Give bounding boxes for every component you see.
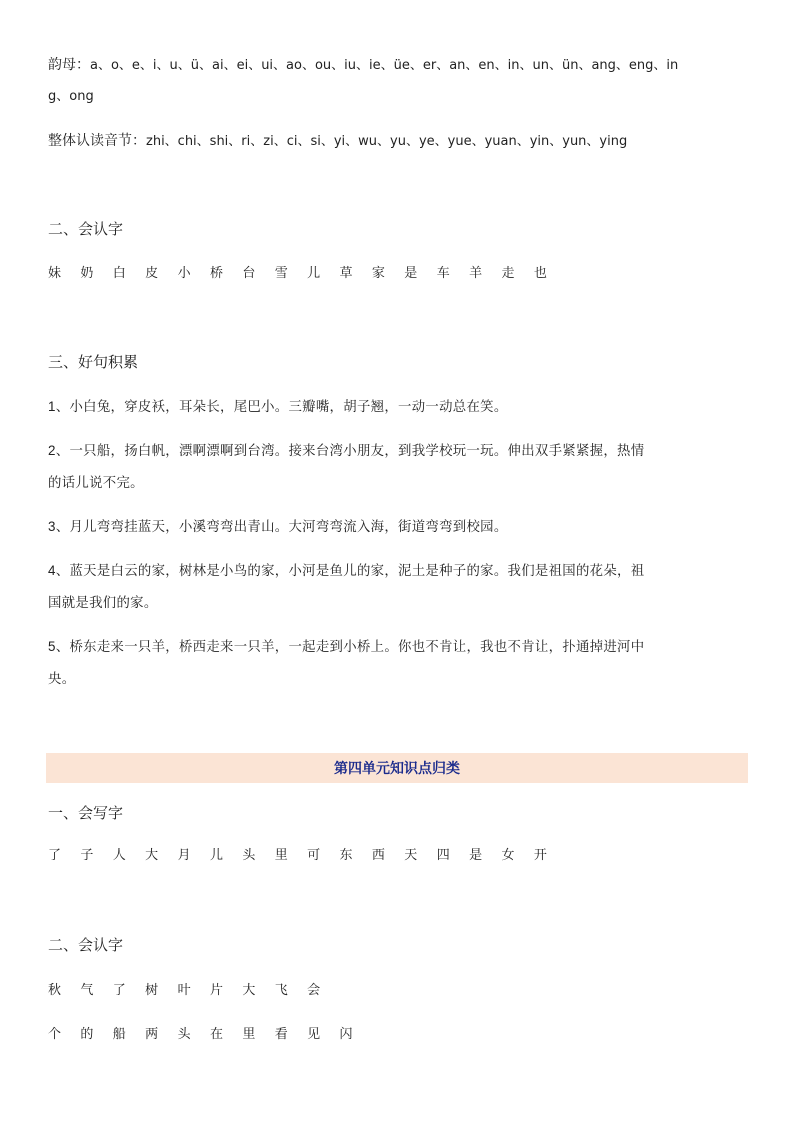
char-item: 人	[112, 848, 126, 863]
sentence-text: 、蓝天是白云的家，树林是小鸟的家，小河是鱼儿的家，泥土是种子的家。我们是祖国的花朵，祖	[55, 564, 645, 579]
char-item: 子	[80, 848, 94, 863]
recognize-chars-row-2	[48, 1025, 372, 1045]
char-item: 的	[80, 1027, 94, 1042]
char-item: 是	[404, 266, 418, 281]
char-item: 雪	[274, 266, 288, 281]
finals-line-2: g、ong	[48, 89, 94, 104]
char-item: 在	[209, 1027, 223, 1042]
finals-label: 韵母：	[48, 57, 90, 73]
char-item: 皮	[145, 266, 159, 281]
finals-text-1: a、o、e、i、u、ü、ai、ei、ui、ao、ou、iu、ie、üe、er、an、en、in、un、ün、ang、eng、in	[90, 58, 679, 73]
recognize-chars-row	[48, 264, 566, 284]
whole-syllables-label: 整体认读音节：	[48, 133, 146, 149]
char-item: 看	[274, 1027, 288, 1042]
char-item: 大	[242, 983, 256, 998]
char-item: 东	[339, 848, 353, 863]
write-chars-row	[48, 846, 566, 866]
sentence-text: 、一只船，扬白帆，漂啊漂啊到台湾。接来台湾小朋友，到我学校玩一玩。伸出双手紧紧握，热情	[55, 444, 645, 459]
sentence-item-5	[48, 631, 748, 696]
sentence-item-4	[48, 555, 748, 620]
char-item: 羊	[469, 266, 483, 281]
char-item: 是	[469, 848, 483, 863]
char-item: 天	[404, 848, 418, 863]
sentence-text-cont: 的话儿说不完。	[48, 476, 144, 491]
whole-syllables-text: zhi、chi、shi、ri、zi、ci、si、yi、wu、yu、ye、yue、yuan、yin、yun、ying	[146, 134, 628, 149]
char-item: 西	[371, 848, 385, 863]
char-item: 会	[307, 983, 321, 998]
unit4-banner	[46, 753, 748, 783]
sentence-text: 、桥东走来一只羊，桥西走来一只羊，一起走到小桥上。你也不肯让，我也不肯让，扑通掉进河中	[55, 640, 645, 655]
section-heading-sentences: 三、好句积累	[48, 353, 139, 371]
sentence-number: 2	[48, 443, 56, 458]
char-item: 两	[145, 1027, 159, 1042]
char-item: 里	[242, 1027, 256, 1042]
char-item: 小	[177, 266, 191, 281]
char-item: 草	[339, 266, 353, 281]
section-heading-recognize-unit4: 二、会认字	[48, 936, 124, 954]
char-item: 飞	[274, 983, 288, 998]
sentence-text-cont: 央。	[48, 672, 76, 687]
char-item: 奶	[80, 266, 94, 281]
char-item: 妹	[48, 266, 62, 281]
char-item: 见	[307, 1027, 321, 1042]
char-item: 可	[307, 848, 321, 863]
char-item: 船	[112, 1027, 126, 1042]
section-heading-recognize: 二、会认字	[48, 220, 124, 238]
sentence-item-1	[48, 391, 748, 424]
char-item: 走	[501, 266, 515, 281]
sentence-text-cont: 国就是我们的家。	[48, 596, 158, 611]
char-item: 树	[145, 983, 159, 998]
char-item: 了	[48, 848, 62, 863]
sentence-number: 1	[48, 399, 56, 414]
sentence-text: 、小白兔，穿皮袄，耳朵长，尾巴小。三瓣嘴，胡子翘，一动一动总在笑。	[55, 400, 508, 415]
char-item: 个	[48, 1027, 62, 1042]
section-heading-write: 一、会写字	[48, 804, 124, 822]
char-item: 女	[501, 848, 515, 863]
sentence-number: 5	[48, 639, 56, 654]
sentence-item-3	[48, 511, 748, 544]
sentence-number: 3	[48, 519, 56, 534]
char-item: 家	[371, 266, 385, 281]
recognize-chars-row-1	[48, 981, 340, 1001]
unit4-banner-title: 第四单元知识点归类	[334, 761, 460, 777]
char-item: 白	[112, 266, 126, 281]
char-item: 了	[112, 983, 126, 998]
whole-syllables-line	[48, 131, 748, 152]
char-item: 头	[242, 848, 256, 863]
char-item: 开	[533, 848, 547, 863]
sentence-number: 4	[48, 563, 56, 578]
char-item: 片	[209, 983, 223, 998]
sentence-text: 、月儿弯弯挂蓝天，小溪弯弯出青山。大河弯弯流入海，街道弯弯到校园。	[55, 520, 508, 535]
char-item: 里	[274, 848, 288, 863]
char-item: 秋	[48, 983, 62, 998]
char-item: 桥	[209, 266, 223, 281]
char-item: 车	[436, 266, 450, 281]
char-item: 气	[80, 983, 94, 998]
finals-line-1	[48, 55, 748, 76]
char-item: 月	[177, 848, 191, 863]
char-item: 头	[177, 1027, 191, 1042]
char-item: 儿	[209, 848, 223, 863]
char-item: 也	[533, 266, 547, 281]
char-item: 叶	[177, 983, 191, 998]
char-item: 台	[242, 266, 256, 281]
sentence-item-2	[48, 435, 748, 500]
char-item: 大	[145, 848, 159, 863]
char-item: 闪	[339, 1027, 353, 1042]
char-item: 儿	[307, 266, 321, 281]
char-item: 四	[436, 848, 450, 863]
